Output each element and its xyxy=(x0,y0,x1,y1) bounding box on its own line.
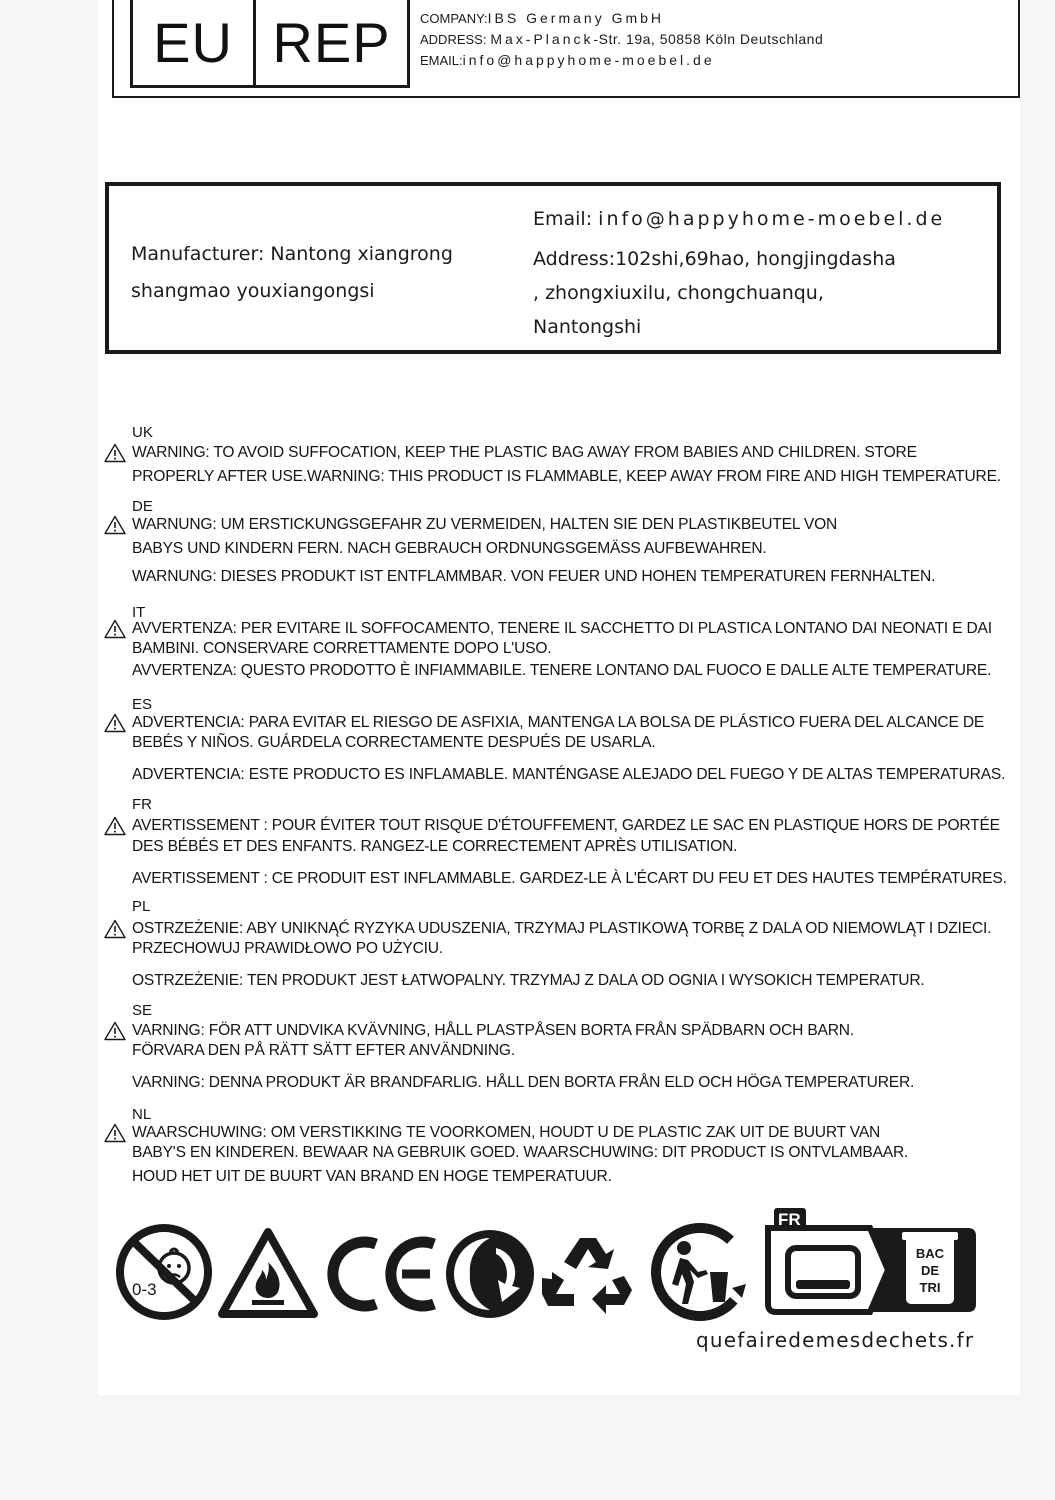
eu-rep-logo xyxy=(130,0,410,88)
warning-text-line: PROPERLY AFTER USE.WARNING: THIS PRODUCT IS FLAMMABLE, KEEP AWAY FROM FIRE AND HIGH TEMPERATURE. xyxy=(132,468,1001,485)
tidyman-recycle-icon xyxy=(650,1222,750,1322)
warning-text-line: AVVERTENZA: QUESTO PRODOTTO È INFIAMMABILE. TENERE LONTANO DAL FUOCO E DALLE ALTE TEMPERATURE. xyxy=(132,662,992,679)
language-code: FR xyxy=(132,796,152,813)
eu-rep-details xyxy=(420,8,823,71)
bac-label-2: DE xyxy=(920,1263,940,1278)
flammable-warning-icon xyxy=(216,1226,320,1322)
warning-text-line: WAARSCHUWING: OM VERSTIKKING TE VOORKOMEN, HOUDT U DE PLASTIC ZAK UIT DE BUURT VAN xyxy=(132,1124,881,1141)
language-code: NL xyxy=(132,1106,152,1123)
language-code: ES xyxy=(132,696,153,713)
manufacturer-contact xyxy=(533,202,945,344)
warning-text-line: AVVERTENZA: PER EVITARE IL SOFFOCAMENTO, TENERE IL SACCHETTO DI PLASTICA LONTANO DAI NEONATI E DAI xyxy=(132,620,992,637)
recycle-icon xyxy=(542,1232,634,1318)
warning-text-line: OSTRZEŻENIE: ABY UNIKNĄĆ RYZYKA UDUSZENIA, TRZYMAJ PLASTIKOWĄ TORBĘ Z DALA OD NIEMOWLĄT I DZIECI. xyxy=(132,920,992,937)
warning-text-line: BABYS UND KINDERN FERN. NACH GEBRAUCH ORDNUNGSGEMÄSS AUFBEWAHREN. xyxy=(132,540,767,557)
eu-rep-box xyxy=(112,0,1020,98)
warning-text-line: VARNING: FÖR ATT UNDVIKA KVÄVNING, HÅLL PLASTPÅSEN BORTA FRÅN SPÄDBARN OCH BARN. xyxy=(132,1022,854,1039)
warning-text-line: AVERTISSEMENT : CE PRODUIT EST INFLAMMABLE. GARDEZ-LE À L'ÉCART DU FEU ET DES HAUTES TEMPÉRATURES. xyxy=(132,870,1007,887)
warning-text-line: ADVERTENCIA: ESTE PRODUCTO ES INFLAMABLE. MANTÉNGASE ALEJADO DEL FUEGO Y DE ALTAS TEMPERATURAS. xyxy=(132,766,1006,783)
warning-text-line: BEBÉS Y NIÑOS. GUÁRDELA CORRECTAMENTE DESPUÉS DE USARLA. xyxy=(132,734,656,751)
manufacturer-address-3: Nantongshi xyxy=(533,316,642,338)
warning-text-line: BABY'S EN KINDEREN. BEWAAR NA GEBRUIK GOED. WAARSCHUWING: DIT PRODUCT IS ONTVLAMBAAR. xyxy=(132,1144,909,1161)
fr-tag: FR xyxy=(778,1210,801,1229)
warning-triangle-icon xyxy=(104,919,126,939)
manufacturer-name: Manufacturer: Nantong xiangrong shangmao youxiangongsi xyxy=(131,243,453,302)
ce-mark-icon xyxy=(324,1232,444,1316)
warning-text-line: WARNUNG: UM ERSTICKUNGSGEFAHR ZU VERMEIDEN, HALTEN SIE DEN PLASTIKBEUTEL VON xyxy=(132,516,838,533)
language-code: PL xyxy=(132,898,151,915)
language-code: IT xyxy=(132,604,146,621)
green-dot-icon xyxy=(440,1226,540,1322)
website-label: quefairedemesdechets.fr xyxy=(696,1328,975,1352)
warning-text-line: WARNING: TO AVOID SUFFOCATION, KEEP THE PLASTIC BAG AWAY FROM BABIES AND CHILDREN. STORE xyxy=(132,444,917,461)
warning-text-line: BAMBINI. CONSERVARE CORRETTAMENTE DOPO L'USO. xyxy=(132,640,552,657)
warning-triangle-icon xyxy=(104,515,126,535)
warning-text-line: OSTRZEŻENIE: TEN PRODUKT JEST ŁATWOPALNY. TRZYMAJ Z DALA OD OGNIA I WYSOKICH TEMPERATUR. xyxy=(132,972,925,989)
age-label: 0-3 xyxy=(132,1280,157,1299)
eu-rep-email: EMAIL:info@happyhome-moebel.de xyxy=(420,52,715,68)
eu-rep-logo-eu: EU xyxy=(133,0,256,85)
manufacturer-box xyxy=(105,182,1001,354)
warning-text-line: DES BÉBÉS ET DES ENFANTS. RANGEZ-LE CORRECTEMENT APRÈS UTILISATION. xyxy=(132,838,738,855)
warning-text-line: VARNING: DENNA PRODUKT ÄR BRANDFARLIG. HÅLL DEN BORTA FRÅN ELD OCH HÖGA TEMPERATURER. xyxy=(132,1074,915,1091)
manufacturer-address-2: , zhongxiuxilu, chongchuanqu, xyxy=(533,282,824,304)
eu-rep-logo-rep: REP xyxy=(272,11,391,74)
warning-triangle-icon xyxy=(104,443,126,463)
bac-label-1: BAC xyxy=(915,1246,945,1261)
warning-text-line: HOUD HET UIT DE BUURT VAN BRAND EN HOGE TEMPERATUUR. xyxy=(132,1168,612,1185)
no-children-0-3-icon xyxy=(112,1222,216,1322)
warning-triangle-icon xyxy=(104,1123,126,1143)
manufacturer-email: Email: info@happyhome-moebel.de xyxy=(533,208,946,230)
language-code: DE xyxy=(132,498,153,515)
bac-label-3: TRI xyxy=(919,1280,941,1295)
triman-sorting-icon xyxy=(762,1200,982,1322)
eu-rep-address: ADDRESS: Max-Planck-Str. 19a, 50858 Köln Deutschland xyxy=(420,31,824,47)
warning-text-line: FÖRVARA DEN PÅ RÄTT SÄTT EFTER ANVÄNDNING. xyxy=(132,1042,515,1059)
language-code: UK xyxy=(132,424,153,441)
manufacturer-address-1: Address:102shi,69hao, hongjingdasha xyxy=(533,248,896,270)
warning-triangle-icon xyxy=(104,816,126,836)
warning-triangle-icon xyxy=(104,713,126,733)
eu-rep-company: COMPANY:IBS Germany GmbH xyxy=(420,10,665,26)
warning-text-line: AVERTISSEMENT : POUR ÉVITER TOUT RISQUE D'ÉTOUFFEMENT, GARDEZ LE SAC EN PLASTIQUE HORS DE PORTÉE xyxy=(132,817,1000,834)
warning-triangle-icon xyxy=(104,1021,126,1041)
warning-text-line: WARNUNG: DIESES PRODUKT IST ENTFLAMMBAR. VON FEUER UND HOHEN TEMPERATUREN FERNHALTEN. xyxy=(132,568,936,585)
warning-text-line: PRZECHOWUJ PRAWIDŁOWO PO UŻYCIU. xyxy=(132,940,443,957)
warning-triangle-icon xyxy=(104,619,126,639)
language-code: SE xyxy=(132,1002,153,1019)
warning-text-line: ADVERTENCIA: PARA EVITAR EL RIESGO DE ASFIXIA, MANTENGA LA BOLSA DE PLÁSTICO FUERA DEL ALCANCE DE xyxy=(132,714,985,731)
